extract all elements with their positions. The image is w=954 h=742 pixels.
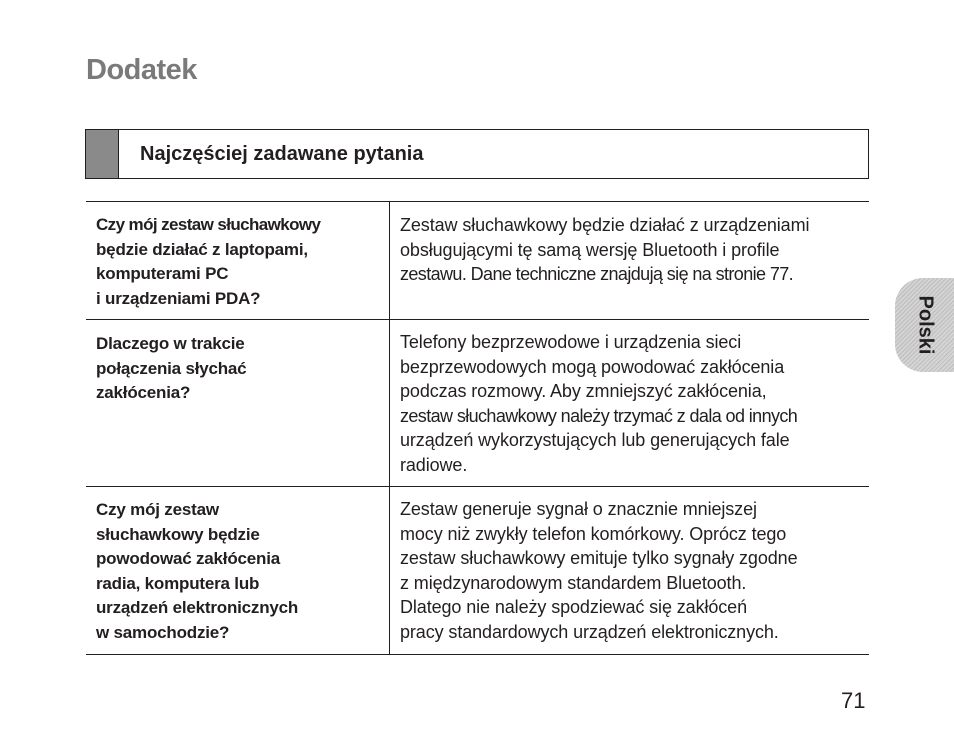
answer-line: z międzynarodowym standardem Bluetooth. bbox=[400, 572, 747, 593]
answer-line: urządzeń wykorzystujących lub generujących fale bbox=[400, 430, 790, 450]
faq-answer bbox=[390, 487, 870, 655]
language-tab bbox=[895, 278, 954, 372]
answer-line: obsługującymi tę samą wersję Bluetooth i profile bbox=[400, 239, 780, 260]
faq-row bbox=[86, 320, 869, 487]
faq-row bbox=[86, 202, 869, 320]
answer-line: Zestaw słuchawkowy będzie działać z urządzeniami bbox=[400, 215, 810, 235]
question-line: komputerami PC bbox=[96, 264, 229, 283]
answer-line: Telefony bezprzewodowe i urządzenia sieci bbox=[400, 332, 742, 352]
answer-line: bezprzewodowych mogą powodować zakłócenia bbox=[400, 356, 785, 377]
faq-answer bbox=[390, 202, 870, 320]
answer-line: pracy standardowych urządzeń elektronicznych. bbox=[400, 621, 779, 642]
chapter-title: Dodatek bbox=[86, 54, 197, 86]
faq-row bbox=[86, 487, 869, 655]
answer-line: mocy niż zwykły telefon komórkowy. Oprócz tego bbox=[400, 523, 787, 544]
answer-line: Zestaw generuje sygnał o znacznie mniejszej bbox=[400, 499, 757, 519]
answer-line: radiowe. bbox=[400, 454, 468, 475]
faq-table bbox=[86, 201, 869, 655]
language-tab-label: Polski bbox=[914, 295, 936, 355]
question-line: zakłócenia? bbox=[96, 383, 191, 402]
question-line: urządzeń elektronicznych bbox=[96, 598, 299, 617]
question-line: połączenia słychać bbox=[96, 358, 247, 378]
question-line: powodować zakłócenia bbox=[96, 549, 280, 568]
answer-line: podczas rozmowy. Aby zmniejszyć zakłócenia, bbox=[400, 381, 767, 401]
question-line: Dlaczego w trakcie bbox=[96, 334, 245, 353]
question-line: słuchawkowy będzie bbox=[96, 524, 260, 544]
faq-answer bbox=[390, 320, 870, 487]
page-number: 71 bbox=[841, 688, 866, 713]
question-line: radia, komputera lub bbox=[96, 573, 260, 593]
faq-question bbox=[86, 487, 390, 655]
question-line: i urządzeniami PDA? bbox=[96, 288, 261, 308]
answer-line: zestaw słuchawkowy należy trzymać z dala od innych bbox=[400, 405, 798, 426]
question-line: Czy mój zestaw bbox=[96, 500, 219, 519]
section-title: Najczęściej zadawane pytania bbox=[140, 143, 424, 165]
question-line: Czy mój zestaw słuchawkowy bbox=[96, 215, 321, 234]
answer-line: Dlatego nie należy spodziewać się zakłóceń bbox=[400, 597, 748, 617]
question-line: w samochodzie? bbox=[96, 622, 230, 642]
faq-question bbox=[86, 320, 390, 487]
answer-line: zestaw słuchawkowy emituje tylko sygnały zgodne bbox=[400, 548, 798, 568]
section-marker bbox=[86, 130, 119, 178]
answer-line: zestawu. Dane techniczne znajdują się na stronie 77. bbox=[400, 264, 794, 284]
faq-question bbox=[86, 202, 390, 320]
question-line: będzie działać z laptopami, bbox=[96, 239, 308, 259]
section-header bbox=[85, 129, 869, 179]
